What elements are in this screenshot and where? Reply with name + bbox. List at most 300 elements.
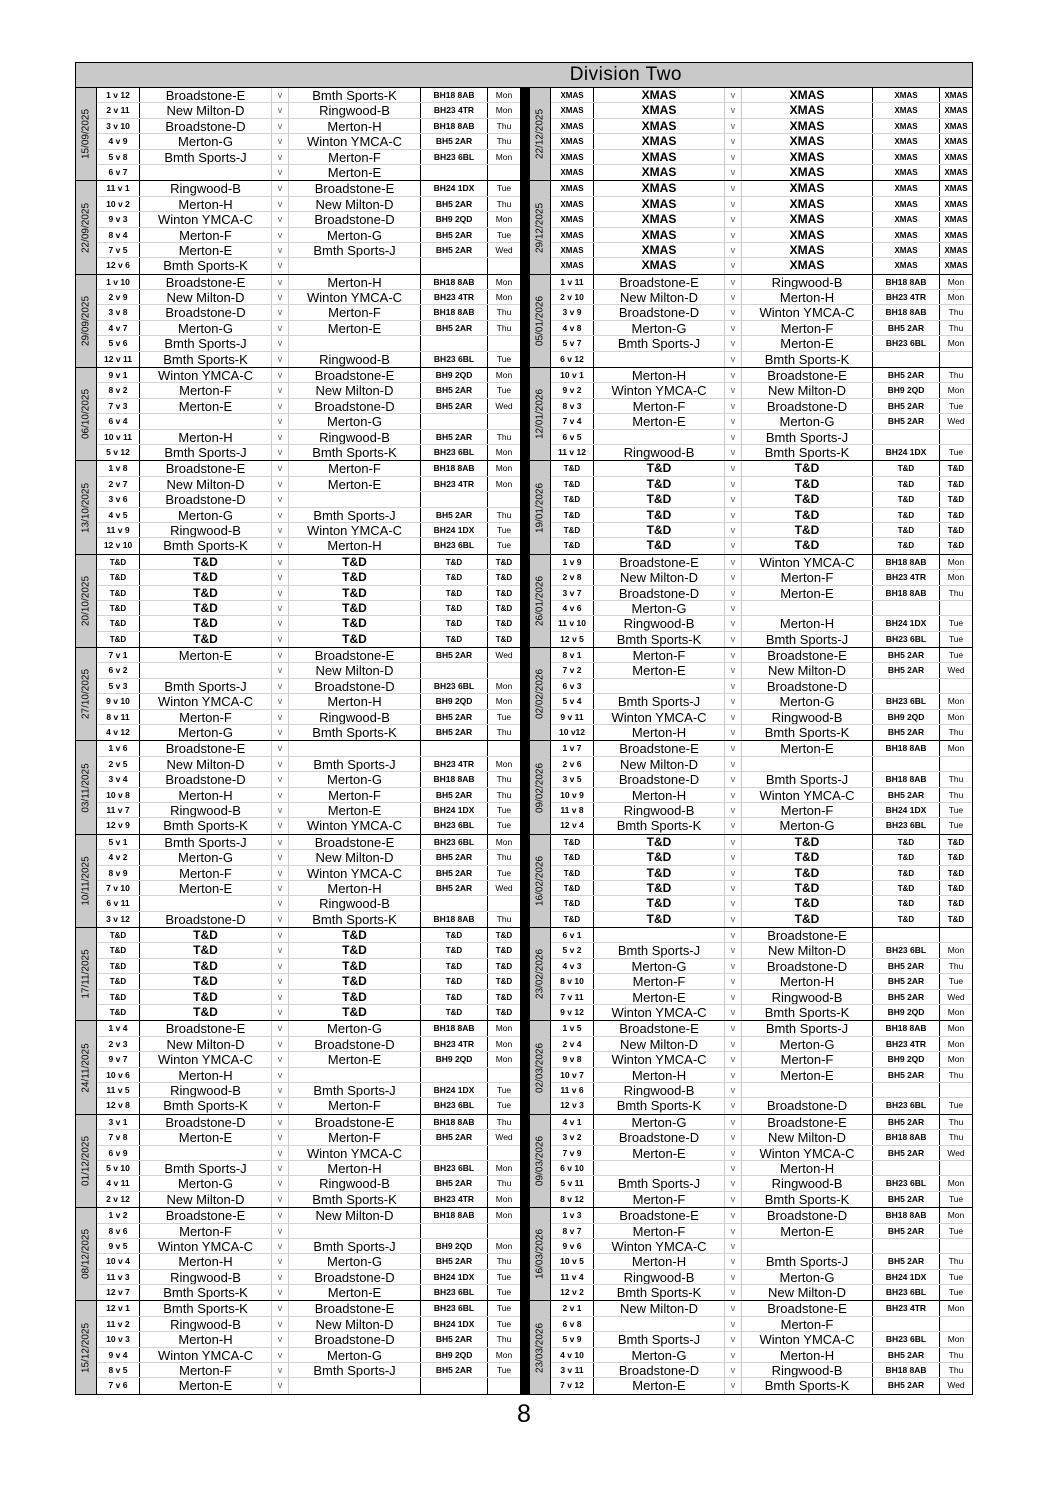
table-row bbox=[551, 648, 972, 663]
home-team-cell: Bmth Sports-K bbox=[140, 352, 272, 367]
fixture-number-cell: T&D bbox=[97, 555, 140, 569]
table-row bbox=[97, 570, 520, 585]
week-date-text: 15/09/2025 bbox=[80, 109, 92, 160]
fixture-number-cell: 7 v 5 bbox=[97, 243, 140, 257]
venue-postcode-cell: BH18 8AB bbox=[873, 1021, 940, 1035]
away-team-cell: Merton-G bbox=[289, 772, 421, 786]
venue-postcode-cell: T&D bbox=[873, 896, 940, 910]
home-team-cell: Merton-G bbox=[140, 725, 272, 740]
week-rows bbox=[97, 1301, 520, 1393]
table-row bbox=[97, 803, 520, 818]
table-row bbox=[97, 1146, 520, 1161]
fixture-number-cell: 7 v 2 bbox=[551, 663, 594, 677]
versus-symbol: v bbox=[725, 1254, 742, 1268]
table-row bbox=[551, 290, 972, 305]
fixture-number-cell: 4 v 2 bbox=[97, 850, 140, 864]
match-day-cell: Thu bbox=[496, 913, 512, 924]
fixture-week bbox=[530, 928, 972, 1021]
venue-postcode-cell: BH23 6BL bbox=[873, 1332, 940, 1346]
venue-postcode-cell: T&D bbox=[873, 508, 940, 522]
venue-postcode-cell: BH18 8AB bbox=[873, 1363, 940, 1377]
home-team-cell: Bmth Sports-J bbox=[594, 1176, 725, 1190]
table-row bbox=[551, 243, 972, 258]
home-team-cell: Broadstone-E bbox=[140, 88, 272, 102]
venue-postcode-cell: BH5 2AR bbox=[421, 710, 488, 724]
fixture-number-cell: T&D bbox=[97, 943, 140, 957]
table-row bbox=[97, 538, 520, 553]
table-row bbox=[551, 694, 972, 709]
away-team-cell: Broadstone-D bbox=[742, 959, 873, 973]
week-rows bbox=[97, 1115, 520, 1207]
fixture-number-cell: 10 v 3 bbox=[97, 1332, 140, 1346]
venue-postcode-cell bbox=[873, 1239, 940, 1253]
away-team-cell: Broadstone-E bbox=[289, 1301, 421, 1315]
away-team-cell: T&D bbox=[742, 835, 873, 849]
fixture-number-cell: 2 v 3 bbox=[97, 1037, 140, 1051]
fixture-number-cell: T&D bbox=[551, 835, 594, 849]
table-row bbox=[551, 570, 972, 585]
home-team-cell: Winton YMCA-C bbox=[140, 212, 272, 226]
venue-postcode-cell: BH5 2AR bbox=[873, 1224, 940, 1238]
home-team-cell: XMAS bbox=[594, 150, 725, 164]
home-team-cell: Merton-G bbox=[140, 850, 272, 864]
fixture-number-cell: 9 v 8 bbox=[551, 1052, 594, 1066]
home-team-cell: New Milton-D bbox=[594, 1037, 725, 1051]
table-row bbox=[551, 1348, 972, 1363]
table-row bbox=[97, 1378, 520, 1393]
fixture-number-cell: 11 v 9 bbox=[97, 523, 140, 537]
versus-symbol: v bbox=[725, 383, 742, 397]
home-team-cell bbox=[594, 1317, 725, 1331]
venue-postcode-cell: T&D bbox=[873, 461, 940, 475]
venue-postcode-cell: BH23 6BL bbox=[421, 538, 488, 553]
versus-symbol: v bbox=[272, 445, 289, 460]
venue-postcode-cell: BH23 6BL bbox=[421, 352, 488, 367]
venue-postcode-cell bbox=[421, 414, 488, 428]
table-row bbox=[551, 990, 972, 1005]
fixture-number-cell: 9 v 1 bbox=[97, 368, 140, 382]
home-team-cell: Winton YMCA-C bbox=[594, 1005, 725, 1020]
home-team-cell: Ringwood-B bbox=[594, 616, 725, 630]
fixture-number-cell: 5 v 4 bbox=[551, 694, 594, 708]
versus-symbol: v bbox=[272, 788, 289, 802]
fixture-number-cell: 6 v 11 bbox=[97, 896, 140, 910]
home-team-cell: New Milton-D bbox=[594, 290, 725, 304]
away-team-cell: T&D bbox=[742, 538, 873, 553]
venue-postcode-cell: BH5 2AR bbox=[873, 1146, 940, 1160]
fixture-number-cell: 5 v 6 bbox=[97, 336, 140, 350]
venue-postcode-cell: BH5 2AR bbox=[873, 1115, 940, 1129]
fixture-week bbox=[530, 648, 972, 741]
venue-postcode-cell: BH5 2AR bbox=[873, 1254, 940, 1268]
week-date-text: 19/01/2026 bbox=[534, 482, 546, 533]
table-row bbox=[97, 508, 520, 523]
away-team-cell: Bmth Sports-J bbox=[289, 1363, 421, 1377]
match-day-cell: Thu bbox=[948, 1069, 964, 1080]
fixture-number-cell: 9 v 6 bbox=[551, 1239, 594, 1253]
versus-symbol: v bbox=[272, 1301, 289, 1315]
away-team-cell: T&D bbox=[742, 896, 873, 910]
venue-postcode-cell: BH5 2AR bbox=[421, 383, 488, 397]
venue-postcode-cell: BH23 4TR bbox=[873, 1037, 940, 1051]
fixture-number-cell: 9 v 12 bbox=[551, 1005, 594, 1020]
versus-symbol: v bbox=[725, 1052, 742, 1066]
away-team-cell: Merton-F bbox=[742, 321, 873, 335]
fixture-number-cell: XMAS bbox=[551, 212, 594, 226]
venue-postcode-cell: BH23 4TR bbox=[421, 1192, 488, 1207]
away-team-cell: New Milton-D bbox=[742, 663, 873, 677]
fixture-number-cell: XMAS bbox=[551, 165, 594, 180]
home-team-cell: Merton-F bbox=[140, 866, 272, 880]
table-row bbox=[97, 1021, 520, 1036]
fixture-number-cell: 1 v 3 bbox=[551, 1208, 594, 1222]
fixture-number-cell: 2 v 7 bbox=[97, 477, 140, 491]
away-team-cell: Broadstone-E bbox=[742, 1301, 873, 1315]
match-day-cell: Thu bbox=[496, 1178, 512, 1189]
table-row bbox=[551, 399, 972, 414]
match-day-cell: Wed bbox=[495, 244, 513, 255]
versus-symbol: v bbox=[272, 212, 289, 226]
versus-symbol: v bbox=[272, 959, 289, 973]
home-team-cell: Merton-H bbox=[594, 1068, 725, 1082]
table-row bbox=[97, 1270, 520, 1285]
away-team-cell: Ringwood-B bbox=[289, 1176, 421, 1190]
away-team-cell: Winton YMCA-C bbox=[742, 555, 873, 569]
versus-symbol: v bbox=[272, 1224, 289, 1238]
home-team-cell: Broadstone-E bbox=[594, 1021, 725, 1035]
match-day-cell: Mon bbox=[495, 1054, 513, 1065]
away-team-cell: T&D bbox=[742, 912, 873, 927]
versus-symbol: v bbox=[272, 1192, 289, 1207]
venue-postcode-cell: BH5 2AR bbox=[873, 321, 940, 335]
fixture-week bbox=[76, 1301, 520, 1393]
versus-symbol: v bbox=[725, 1270, 742, 1284]
match-day-cell: Tue bbox=[496, 1100, 512, 1111]
versus-symbol: v bbox=[272, 943, 289, 957]
venue-postcode-cell: BH5 2AR bbox=[421, 399, 488, 413]
fixture-number-cell: 1 v 5 bbox=[551, 1021, 594, 1035]
away-team-cell: Merton-G bbox=[289, 1254, 421, 1268]
match-day-cell: Thu bbox=[496, 789, 512, 800]
table-row bbox=[551, 974, 972, 989]
table-row bbox=[551, 866, 972, 881]
away-team-cell: T&D bbox=[289, 959, 421, 973]
week-date-text: 02/02/2026 bbox=[534, 669, 546, 720]
match-day-cell: Thu bbox=[496, 509, 512, 520]
home-team-cell: Bmth Sports-J bbox=[140, 336, 272, 350]
versus-symbol: v bbox=[272, 1285, 289, 1300]
home-team-cell: Merton-H bbox=[140, 430, 272, 444]
venue-postcode-cell: BH9 2QD bbox=[421, 1348, 488, 1362]
fixture-number-cell: 12 v 8 bbox=[97, 1098, 140, 1113]
match-day-cell: Mon bbox=[947, 1038, 965, 1049]
versus-symbol: v bbox=[272, 725, 289, 740]
fixture-week bbox=[530, 1115, 972, 1208]
home-team-cell: Merton-F bbox=[594, 1192, 725, 1207]
away-team-cell: T&D bbox=[289, 974, 421, 988]
table-row bbox=[551, 586, 972, 601]
week-date-text: 22/12/2025 bbox=[534, 109, 546, 160]
table-row bbox=[97, 1363, 520, 1378]
home-team-cell: Broadstone-E bbox=[140, 275, 272, 289]
versus-symbol: v bbox=[272, 1161, 289, 1175]
fixture-week bbox=[530, 1208, 972, 1301]
venue-postcode-cell: BH18 8AB bbox=[421, 305, 488, 319]
match-day-cell: Mon bbox=[947, 1178, 965, 1189]
fixture-number-cell: 12 v 7 bbox=[97, 1285, 140, 1300]
match-day-cell: Thu bbox=[948, 587, 964, 598]
week-date-label bbox=[530, 1021, 551, 1113]
versus-symbol: v bbox=[725, 119, 742, 133]
versus-symbol: v bbox=[272, 1176, 289, 1190]
match-day-cell: Thu bbox=[948, 322, 964, 333]
match-day-cell: Mon bbox=[947, 945, 965, 956]
match-day-cell: XMAS bbox=[944, 167, 968, 177]
table-row bbox=[97, 1115, 520, 1130]
fixture-number-cell: 10 v 9 bbox=[551, 788, 594, 802]
home-team-cell: Merton-G bbox=[594, 959, 725, 973]
table-row bbox=[97, 694, 520, 709]
match-day-cell: Mon bbox=[495, 1240, 513, 1251]
home-team-cell: Merton-E bbox=[140, 648, 272, 662]
table-row bbox=[551, 741, 972, 756]
versus-symbol: v bbox=[725, 538, 742, 553]
home-team-cell: Merton-E bbox=[140, 1378, 272, 1393]
versus-symbol: v bbox=[272, 616, 289, 630]
home-team-cell: Broadstone-D bbox=[140, 772, 272, 786]
table-row bbox=[551, 430, 972, 445]
week-date-text: 15/12/2025 bbox=[80, 1322, 92, 1373]
match-day-cell: Tue bbox=[948, 1100, 964, 1111]
fixture-number-cell: T&D bbox=[551, 881, 594, 895]
week-rows bbox=[551, 1021, 972, 1113]
away-team-cell: Bmth Sports-J bbox=[289, 757, 421, 771]
versus-symbol: v bbox=[272, 150, 289, 164]
fixture-number-cell: 10 v 6 bbox=[97, 1068, 140, 1082]
home-team-cell: Merton-H bbox=[594, 788, 725, 802]
away-team-cell: T&D bbox=[289, 943, 421, 957]
venue-postcode-cell bbox=[421, 1068, 488, 1082]
fixture-number-cell: 6 v 4 bbox=[97, 414, 140, 428]
week-rows bbox=[97, 368, 520, 460]
fixture-week bbox=[76, 555, 520, 648]
home-team-cell: XMAS bbox=[594, 165, 725, 180]
fixture-number-cell: 11 v 12 bbox=[551, 445, 594, 460]
away-team-cell: Merton-H bbox=[742, 1161, 873, 1175]
home-team-cell: Ringwood-B bbox=[140, 1317, 272, 1331]
away-team-cell: T&D bbox=[742, 850, 873, 864]
home-team-cell: Bmth Sports-J bbox=[594, 694, 725, 708]
match-day-cell bbox=[940, 430, 972, 444]
venue-postcode-cell: BH9 2QD bbox=[421, 694, 488, 708]
match-day-cell: Tue bbox=[948, 804, 964, 815]
table-row bbox=[97, 477, 520, 492]
fixture-number-cell: 6 v 12 bbox=[551, 352, 594, 367]
table-row bbox=[97, 119, 520, 134]
table-row bbox=[551, 555, 972, 570]
versus-symbol: v bbox=[725, 1332, 742, 1346]
fixture-number-cell: 5 v 2 bbox=[551, 943, 594, 957]
home-team-cell: T&D bbox=[140, 616, 272, 630]
fixture-number-cell: 9 v 3 bbox=[97, 212, 140, 226]
fixture-number-cell: 10 v12 bbox=[551, 725, 594, 740]
fixture-number-cell: XMAS bbox=[551, 134, 594, 148]
fixture-number-cell: T&D bbox=[97, 601, 140, 615]
versus-symbol: v bbox=[272, 1146, 289, 1160]
away-team-cell: Merton-H bbox=[289, 119, 421, 133]
fixtures-grid bbox=[75, 88, 973, 1395]
match-day-cell: T&D bbox=[947, 510, 965, 520]
versus-symbol: v bbox=[272, 368, 289, 382]
fixture-number-cell: 11 v 2 bbox=[97, 1317, 140, 1331]
table-row bbox=[551, 1208, 972, 1223]
match-day-cell: XMAS bbox=[944, 215, 968, 225]
venue-postcode-cell: BH5 2AR bbox=[421, 1130, 488, 1144]
away-team-cell: Broadstone-E bbox=[742, 1115, 873, 1129]
away-team-cell: Merton-G bbox=[289, 1021, 421, 1035]
match-day-cell bbox=[488, 1378, 520, 1393]
home-team-cell: XMAS bbox=[594, 258, 725, 273]
away-team-cell: Broadstone-D bbox=[289, 1037, 421, 1051]
away-team-cell: Merton-G bbox=[289, 1348, 421, 1362]
table-row bbox=[97, 928, 520, 943]
versus-symbol: v bbox=[725, 570, 742, 584]
versus-symbol: v bbox=[725, 1130, 742, 1144]
table-row bbox=[551, 1021, 972, 1036]
table-row bbox=[97, 896, 520, 911]
venue-postcode-cell: BH18 8AB bbox=[873, 586, 940, 600]
table-row bbox=[551, 616, 972, 631]
home-team-cell bbox=[594, 679, 725, 693]
away-team-cell: T&D bbox=[289, 928, 421, 942]
versus-symbol: v bbox=[725, 212, 742, 226]
home-team-cell: Merton-G bbox=[140, 321, 272, 335]
match-day-cell: Thu bbox=[948, 1132, 964, 1143]
versus-symbol: v bbox=[272, 165, 289, 180]
away-team-cell: Broadstone-D bbox=[289, 679, 421, 693]
venue-postcode-cell: BH18 8AB bbox=[421, 772, 488, 786]
match-day-cell: Tue bbox=[948, 1271, 964, 1282]
venue-postcode-cell: T&D bbox=[421, 570, 488, 584]
away-team-cell: Merton-F bbox=[289, 1098, 421, 1113]
home-team-cell: Merton-F bbox=[140, 1363, 272, 1377]
versus-symbol: v bbox=[272, 803, 289, 817]
match-day-cell: T&D bbox=[495, 573, 513, 583]
home-team-cell: Broadstone-D bbox=[594, 586, 725, 600]
match-day-cell: Tue bbox=[496, 183, 512, 194]
away-team-cell: Broadstone-E bbox=[289, 368, 421, 382]
fixture-number-cell: 1 v 10 bbox=[97, 275, 140, 289]
venue-postcode-cell: BH18 8AB bbox=[873, 772, 940, 786]
match-day-cell: Thu bbox=[948, 1116, 964, 1127]
fixture-number-cell: 12 v 11 bbox=[97, 352, 140, 367]
match-day-cell: Mon bbox=[947, 696, 965, 707]
fixture-number-cell: 2 v 4 bbox=[551, 1037, 594, 1051]
table-row bbox=[97, 586, 520, 601]
versus-symbol: v bbox=[725, 181, 742, 195]
fixture-number-cell: 2 v 11 bbox=[97, 103, 140, 117]
home-team-cell: T&D bbox=[594, 538, 725, 553]
week-date-label bbox=[76, 1208, 97, 1300]
venue-postcode-cell: BH9 2QD bbox=[421, 368, 488, 382]
venue-postcode-cell: BH23 6BL bbox=[421, 835, 488, 849]
versus-symbol: v bbox=[725, 818, 742, 833]
week-rows bbox=[551, 275, 972, 367]
away-team-cell: T&D bbox=[742, 523, 873, 537]
table-row bbox=[551, 461, 972, 476]
away-team-cell: Merton-F bbox=[289, 461, 421, 475]
match-day-cell bbox=[488, 896, 520, 910]
fixture-number-cell: 7 v 4 bbox=[551, 414, 594, 428]
table-row bbox=[551, 212, 972, 227]
week-rows bbox=[97, 275, 520, 367]
versus-symbol: v bbox=[725, 601, 742, 615]
week-rows bbox=[551, 741, 972, 833]
match-day-cell: Mon bbox=[495, 1210, 513, 1221]
away-team-cell: Merton-E bbox=[742, 586, 873, 600]
fixture-number-cell: 7 v 1 bbox=[97, 648, 140, 662]
away-team-cell: Merton-E bbox=[742, 1224, 873, 1238]
venue-postcode-cell: T&D bbox=[421, 990, 488, 1004]
versus-symbol: v bbox=[272, 430, 289, 444]
away-team-cell: XMAS bbox=[742, 165, 873, 180]
table-row bbox=[551, 835, 972, 850]
versus-symbol: v bbox=[272, 710, 289, 724]
fixture-week bbox=[76, 1021, 520, 1114]
away-team-cell: New Milton-D bbox=[289, 197, 421, 211]
week-date-label bbox=[76, 928, 97, 1020]
home-team-cell bbox=[140, 414, 272, 428]
week-rows bbox=[551, 1208, 972, 1300]
venue-postcode-cell: BH23 4TR bbox=[421, 103, 488, 117]
match-day-cell: XMAS bbox=[944, 230, 968, 240]
versus-symbol: v bbox=[272, 679, 289, 693]
venue-postcode-cell: BH23 4TR bbox=[421, 1037, 488, 1051]
versus-symbol: v bbox=[272, 896, 289, 910]
week-date-label bbox=[530, 555, 551, 647]
fixture-week bbox=[530, 88, 972, 181]
versus-symbol: v bbox=[725, 632, 742, 647]
versus-symbol: v bbox=[272, 258, 289, 273]
venue-postcode-cell: BH5 2AR bbox=[873, 788, 940, 802]
match-day-cell: Tue bbox=[496, 229, 512, 240]
versus-symbol: v bbox=[725, 757, 742, 771]
versus-symbol: v bbox=[725, 1348, 742, 1362]
versus-symbol: v bbox=[725, 197, 742, 211]
venue-postcode-cell: BH23 6BL bbox=[421, 1301, 488, 1315]
fixture-number-cell: 3 v 7 bbox=[551, 586, 594, 600]
table-row bbox=[97, 1239, 520, 1254]
away-team-cell: Winton YMCA-C bbox=[742, 305, 873, 319]
away-team-cell: Merton-G bbox=[742, 694, 873, 708]
week-date-label bbox=[76, 181, 97, 273]
venue-postcode-cell: BH23 4TR bbox=[873, 570, 940, 584]
versus-symbol: v bbox=[725, 1021, 742, 1035]
match-day-cell: Tue bbox=[496, 867, 512, 878]
week-rows bbox=[551, 88, 972, 180]
venue-postcode-cell: BH23 6BL bbox=[873, 632, 940, 647]
versus-symbol: v bbox=[725, 1005, 742, 1020]
venue-postcode-cell bbox=[873, 601, 940, 615]
match-day-cell: Mon bbox=[495, 90, 513, 100]
fixture-number-cell: 3 v 11 bbox=[551, 1363, 594, 1377]
venue-postcode-cell: BH23 6BL bbox=[873, 818, 940, 833]
fixture-week bbox=[76, 928, 520, 1021]
table-row bbox=[551, 538, 972, 553]
versus-symbol: v bbox=[725, 850, 742, 864]
fixture-number-cell: 2 v 6 bbox=[551, 757, 594, 771]
table-row bbox=[551, 803, 972, 818]
